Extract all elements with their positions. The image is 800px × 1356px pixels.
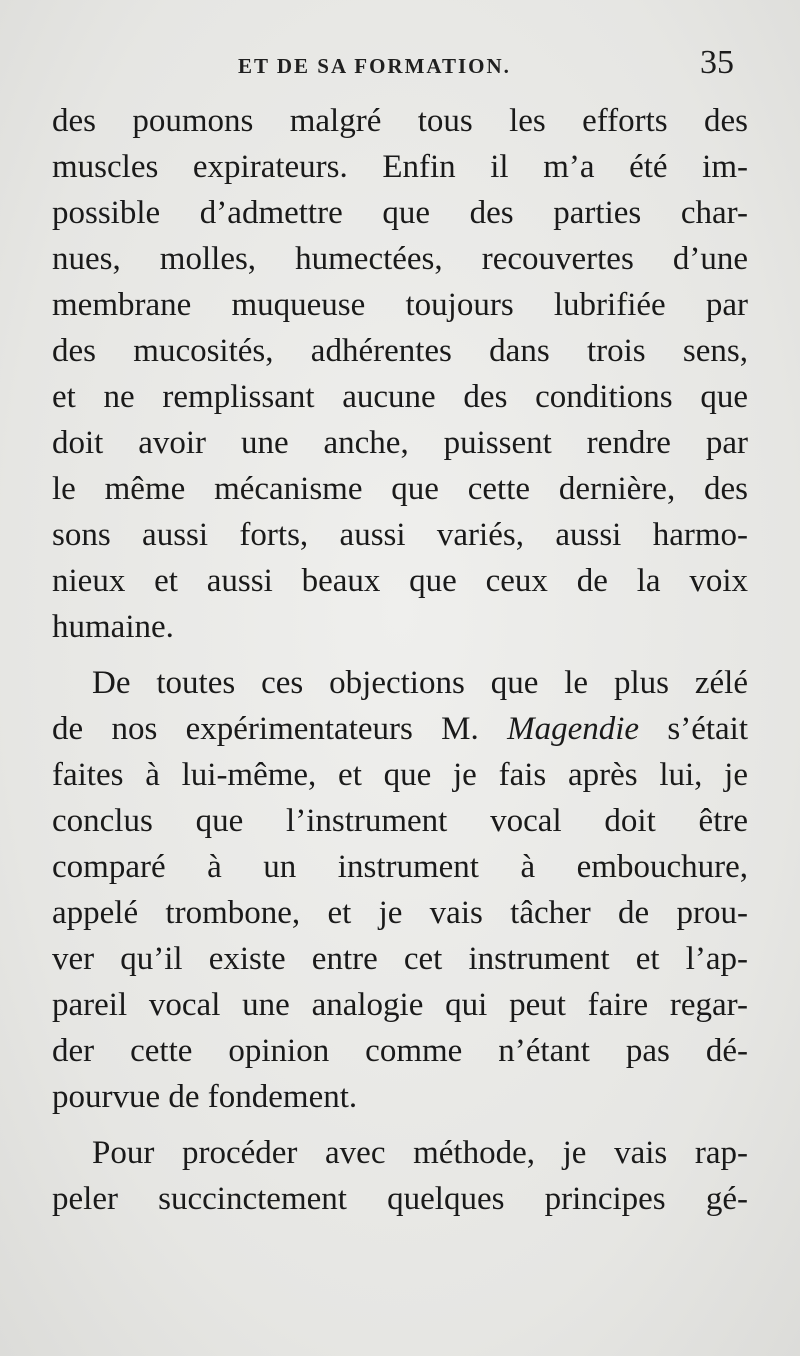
running-head: ET DE SA FORMATION.	[238, 54, 511, 78]
text-line: De toutes ces objections que le plus zélé	[92, 665, 748, 701]
text-line: der cette opinion comme n’étant pas dé-	[52, 1033, 748, 1069]
text-line: nieux et aussi beaux que ceux de la voix	[52, 563, 748, 599]
text-line: pourvue de fondement.	[52, 1079, 358, 1115]
text-line: le même mécanisme que cette dernière, des	[52, 471, 748, 507]
text-line: humaine.	[52, 609, 174, 645]
text-line: ver qu’il existe entre cet instrument et l’ap-	[52, 941, 748, 977]
text-line: et ne remplissant aucune des conditions que	[52, 379, 748, 415]
text-line: peler succinctement quelques principes gé-	[52, 1181, 748, 1217]
text-line: conclus que l’instrument vocal doit être	[52, 803, 748, 839]
text-line: Pour procéder avec méthode, je vais rap-	[92, 1135, 748, 1171]
text-segment: s’était	[667, 711, 749, 747]
text-segment: de nos expérimentateurs M.	[52, 711, 479, 747]
text-line: comparé à un instrument à embouchure,	[52, 849, 748, 885]
text-line: pareil vocal une analogie qui peut faire regar-	[52, 987, 748, 1023]
text-line: sons aussi forts, aussi variés, aussi harmo-	[52, 517, 748, 553]
text-line: appelé trombone, et je vais tâcher de prou-	[52, 895, 748, 931]
italic-name: Magendie	[507, 711, 640, 747]
page-header	[0, 44, 800, 94]
text-line-with-italic	[52, 706, 748, 752]
text-line: membrane muqueuse toujours lubrifiée par	[52, 287, 748, 323]
text-line: possible d’admettre que des parties char-	[52, 195, 748, 231]
text-line: doit avoir une anche, puissent rendre par	[52, 425, 748, 461]
text-line: des mucosités, adhérentes dans trois sens,	[52, 333, 748, 369]
text-line: faites à lui-même, et que je fais après lui, je	[52, 757, 748, 793]
text-line: nues, molles, humectées, recouvertes d’une	[52, 241, 748, 277]
text-line: des poumons malgré tous les efforts des	[52, 103, 748, 139]
page-number: 35	[700, 44, 734, 81]
text-line: muscles expirateurs. Enfin il m’a été im-	[52, 149, 748, 185]
